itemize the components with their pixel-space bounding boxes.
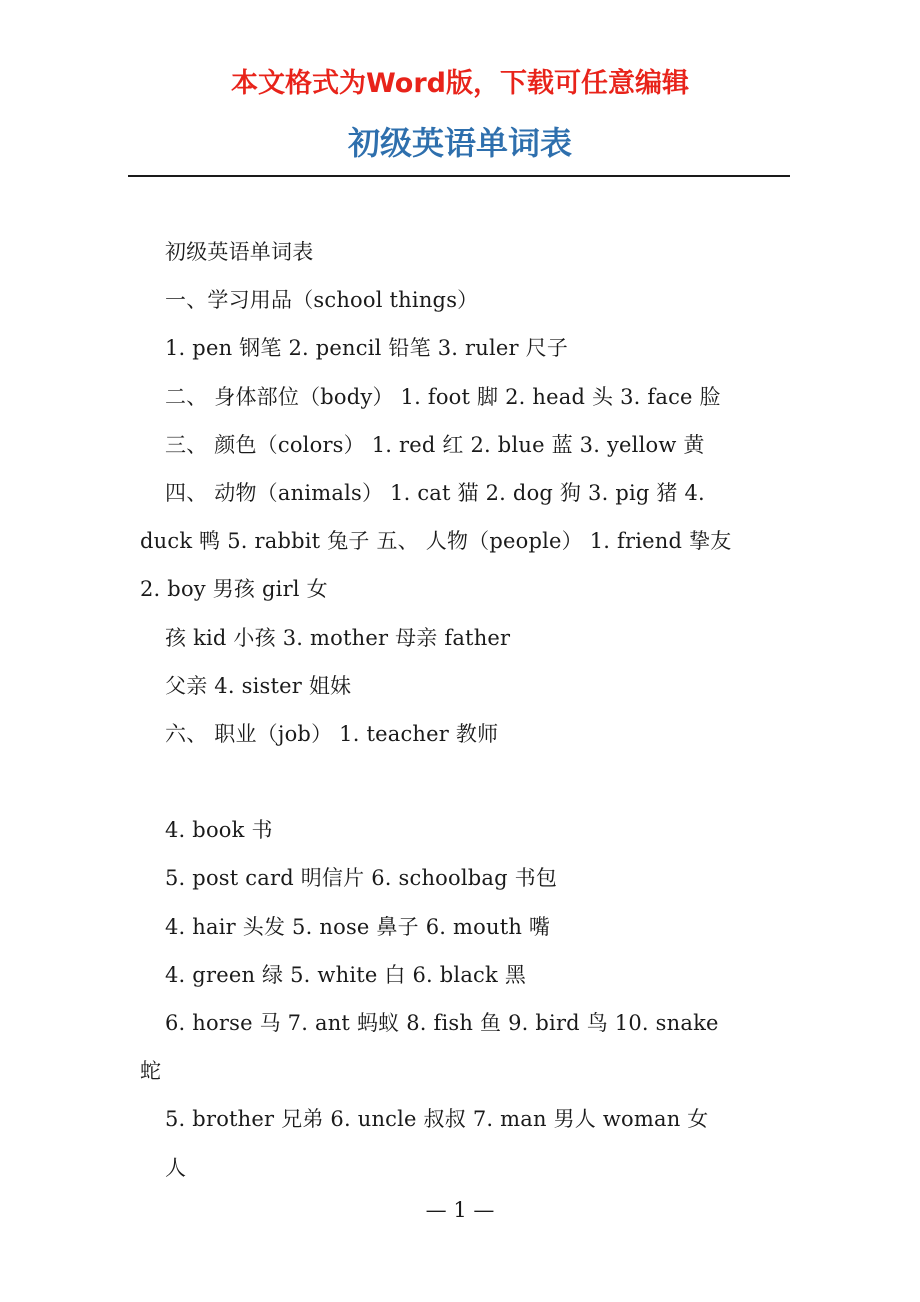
- blank-line: [140, 758, 790, 806]
- body-line: 初级英语单词表: [165, 240, 314, 264]
- body-line: 6. horse 马 7. ant 蚂蚁 8. fish 鱼 9. bird 鸟 10. snake: [165, 1011, 719, 1035]
- document-title: 初级英语单词表: [347, 124, 572, 162]
- body-line: 一、学习用品（school things）: [165, 288, 479, 313]
- body-line: 4. green 绿 5. white 白 6. black 黑: [165, 962, 527, 987]
- body-line: 蛇: [140, 1059, 162, 1084]
- body-line: 1. pen 钢笔 2. pencil 铅笔 3. ruler 尺子: [165, 336, 569, 361]
- body-line: 四、 动物（animals） 1. cat 猫 2. dog 狗 3. pig 猪 4.: [165, 480, 705, 505]
- body-line: 二、 身体部位（body） 1. foot 脚 2. head 头 3. face 脸: [165, 384, 721, 409]
- body-line: 4. hair 头发 5. nose 鼻子 6. mouth 嘴: [165, 914, 551, 939]
- body-line: 六、 职业（job） 1. teacher 教师: [165, 721, 499, 746]
- document-body: [140, 228, 790, 1192]
- format-notice: 本文格式为Word版，下载可任意编辑: [230, 68, 689, 99]
- body-line: 4. book 书: [165, 818, 273, 843]
- body-line: 5. post card 明信片 6. schoolbag 书包: [165, 866, 558, 891]
- body-line: 2. boy 男孩 girl 女: [140, 577, 328, 602]
- body-line: 父亲 4. sister 姐妹: [165, 673, 352, 698]
- body-line: 5. brother 兄弟 6. uncle 叔叔 7. man 男人 woman 女: [165, 1107, 709, 1132]
- body-line: 人: [165, 1155, 187, 1180]
- page-number: — 1 —: [425, 1198, 495, 1222]
- body-line: 孩 kid 小孩 3. mother 母亲 father: [165, 625, 511, 650]
- title-divider: [128, 175, 790, 177]
- body-line: duck 鸭 5. rabbit 兔子 五、 人物（people） 1. friend 挚友: [140, 529, 732, 554]
- body-line: 三、 颜色（colors） 1. red 红 2. blue 蓝 3. yellow 黄: [165, 432, 705, 457]
